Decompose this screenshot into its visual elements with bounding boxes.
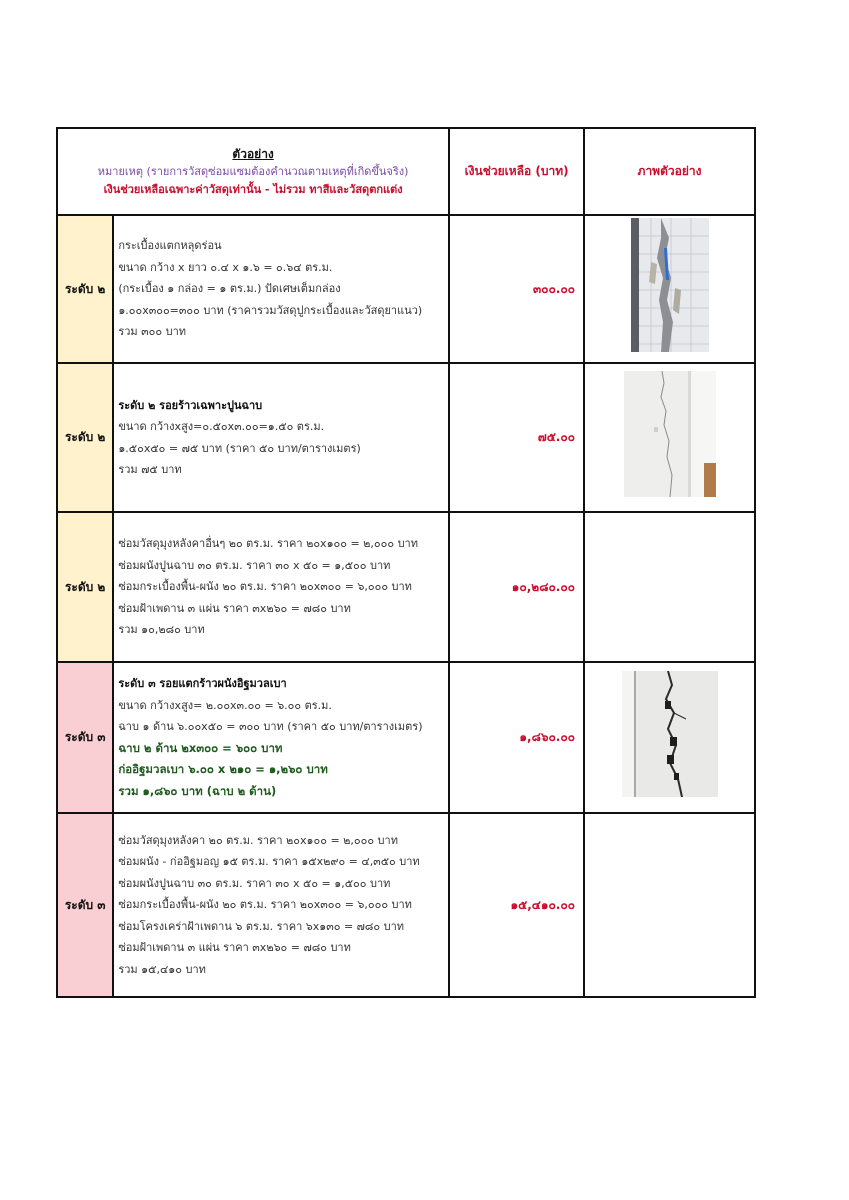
table-row [57, 363, 755, 512]
description-line: รวม ๑๕,๔๑๐ บาท [118, 962, 206, 976]
repair-description [113, 512, 449, 662]
description-line: ระดับ ๒ รอยร้าวเฉพาะปูนฉาบ [118, 398, 263, 412]
description-line: ฉาบ ๒ ด้าน ๒x๓๐๐ = ๖๐๐ บาท [118, 740, 283, 755]
repair-description [113, 662, 449, 813]
description-line: (กระเบื้อง ๑ กล่อง = ๑ ตร.ม.) ปัดเศษเต็มกล่อง [118, 282, 341, 296]
cracked-tile-wall-photo [631, 218, 709, 356]
description-line: ซ่อมกระเบื้องพื้น-ผนัง ๒๐ ตร.ม. ราคา ๒๐x๓๐๐ = ๖,๐๐๐ บาท [118, 580, 412, 594]
example-image-cell [584, 813, 755, 997]
damage-level: ระดับ ๒ [57, 215, 113, 363]
table-row [57, 512, 755, 662]
assistance-example-table [56, 127, 756, 998]
description-line: ซ่อมฝ้าเพดาน ๓ แผ่น ราคา ๓x๒๖๐ = ๗๘๐ บาท [118, 601, 351, 615]
description-line: ระดับ ๓ รอยแตกร้าวผนังอิฐมวลเบา [118, 677, 287, 690]
table-row [57, 215, 755, 363]
assistance-amount: ๓๐๐.๐๐ [449, 215, 584, 363]
description-line: ซ่อมวัสดุมุงหลังคา ๒๐ ตร.ม. ราคา ๒๐x๑๐๐ = ๒,๐๐๐ บาท [118, 833, 398, 847]
description-line: รวม ๑,๘๖๐ บาท (ฉาบ ๒ ด้าน) [118, 783, 277, 798]
assistance-amount: ๑๐,๒๘๐.๐๐ [449, 512, 584, 662]
example-image-cell [584, 363, 755, 512]
description-line: ซ่อมโครงเคร่าฝ้าเพดาน ๖ ตร.ม. ราคา ๖x๑๓๐ = ๗๘๐ บาท [118, 919, 405, 933]
header-amount: เงินช่วยเหลือ (บาท) [449, 128, 584, 215]
lightweight-brick-crack-photo [622, 671, 718, 801]
assistance-amount: ๑,๘๖๐.๐๐ [449, 662, 584, 813]
table-header-row [57, 128, 755, 215]
description-line: ขนาด กว้างxสูง=๐.๕๐x๓.๐๐=๑.๕๐ ตร.ม. [118, 420, 325, 433]
example-image-cell [584, 662, 755, 813]
damage-level: ระดับ ๒ [57, 363, 113, 512]
header-materials-only: เงินช่วยเหลือเฉพาะค่าวัสดุเท่านั้น - ไม่รวม ทาสีและวัสดุตกแต่ง [103, 182, 403, 196]
description-line: ซ่อมผนังปูนฉาบ ๓๐ ตร.ม. ราคา ๓๐ x ๕๐ = ๑,๕๐๐ บาท [118, 558, 391, 572]
header-image: ภาพตัวอย่าง [584, 128, 755, 215]
table-row [57, 662, 755, 813]
description-line: ขนาด กว้าง x ยาว ๐.๔ x ๑.๖ = ๐.๖๔ ตร.ม. [118, 260, 333, 274]
description-line: ขนาด กว้างxสูง= ๒.๐๐x๓.๐๐ = ๖.๐๐ ตร.ม. [118, 698, 332, 712]
description-line: รวม ๑๐,๒๘๐ บาท [118, 623, 205, 637]
damage-level: ระดับ ๓ [57, 662, 113, 813]
description-line: ซ่อมกระเบื้องพื้น-ผนัง ๒๐ ตร.ม. ราคา ๒๐x๓๐๐ = ๖,๐๐๐ บาท [118, 898, 412, 912]
description-line: ๑.๕๐x๕๐ = ๗๕ บาท (ราคา ๕๐ บาท/ตารางเมตร) [118, 441, 361, 455]
example-image-cell [584, 512, 755, 662]
description-line: ซ่อมฝ้าเพดาน ๓ แผ่น ราคา ๓x๒๖๐ = ๗๘๐ บาท [118, 941, 351, 955]
description-line: กระเบื้องแตกหลุดร่อน [118, 239, 222, 253]
description-line: รวม ๗๕ บาท [118, 463, 182, 476]
damage-level: ระดับ ๒ [57, 512, 113, 662]
description-line: ฉาบ ๑ ด้าน ๖.๐๐x๕๐ = ๓๐๐ บาท (ราคา ๕๐ บาท/ตารางเมตร) [118, 720, 423, 733]
assistance-amount: ๑๕,๔๑๐.๐๐ [449, 813, 584, 997]
table-title: ตัวอย่าง [232, 146, 274, 161]
repair-description [113, 215, 449, 363]
description-line: ซ่อมผนัง - ก่ออิฐมอญ ๑๕ ตร.ม. ราคา ๑๕x๒๙๐ = ๔,๓๕๐ บาท [118, 855, 420, 869]
header-description-cell [57, 128, 449, 215]
description-line: ซ่อมวัสดุมุงหลังคาอื่นๆ ๒๐ ตร.ม. ราคา ๒๐x๑๐๐ = ๒,๐๐๐ บาท [118, 537, 418, 551]
repair-description [113, 813, 449, 997]
description-line: รวม ๓๐๐ บาท [118, 325, 186, 339]
description-line: ก่ออิฐมวลเบา ๖.๐๐ x ๒๑๐ = ๑,๒๖๐ บาท [118, 762, 328, 776]
description-line: ซ่อมผนังปูนฉาบ ๓๐ ตร.ม. ราคา ๓๐ x ๕๐ = ๑,๕๐๐ บาท [118, 876, 391, 890]
header-note: หมายเหตุ (รายการวัสดุซ่อมแซมต้องคำนวณตามเหตุที่เกิดขึ้นจริง) [97, 164, 409, 178]
repair-description [113, 363, 449, 512]
example-image-cell [584, 215, 755, 363]
description-line: ๑.๐๐x๓๐๐=๓๐๐ บาท (ราคารวมวัสดุปูกระเบื้องและวัสดุยาแนว) [118, 303, 423, 317]
assistance-amount: ๗๕.๐๐ [449, 363, 584, 512]
plaster-crack-photo [624, 371, 716, 501]
damage-level: ระดับ ๓ [57, 813, 113, 997]
table-row [57, 813, 755, 997]
